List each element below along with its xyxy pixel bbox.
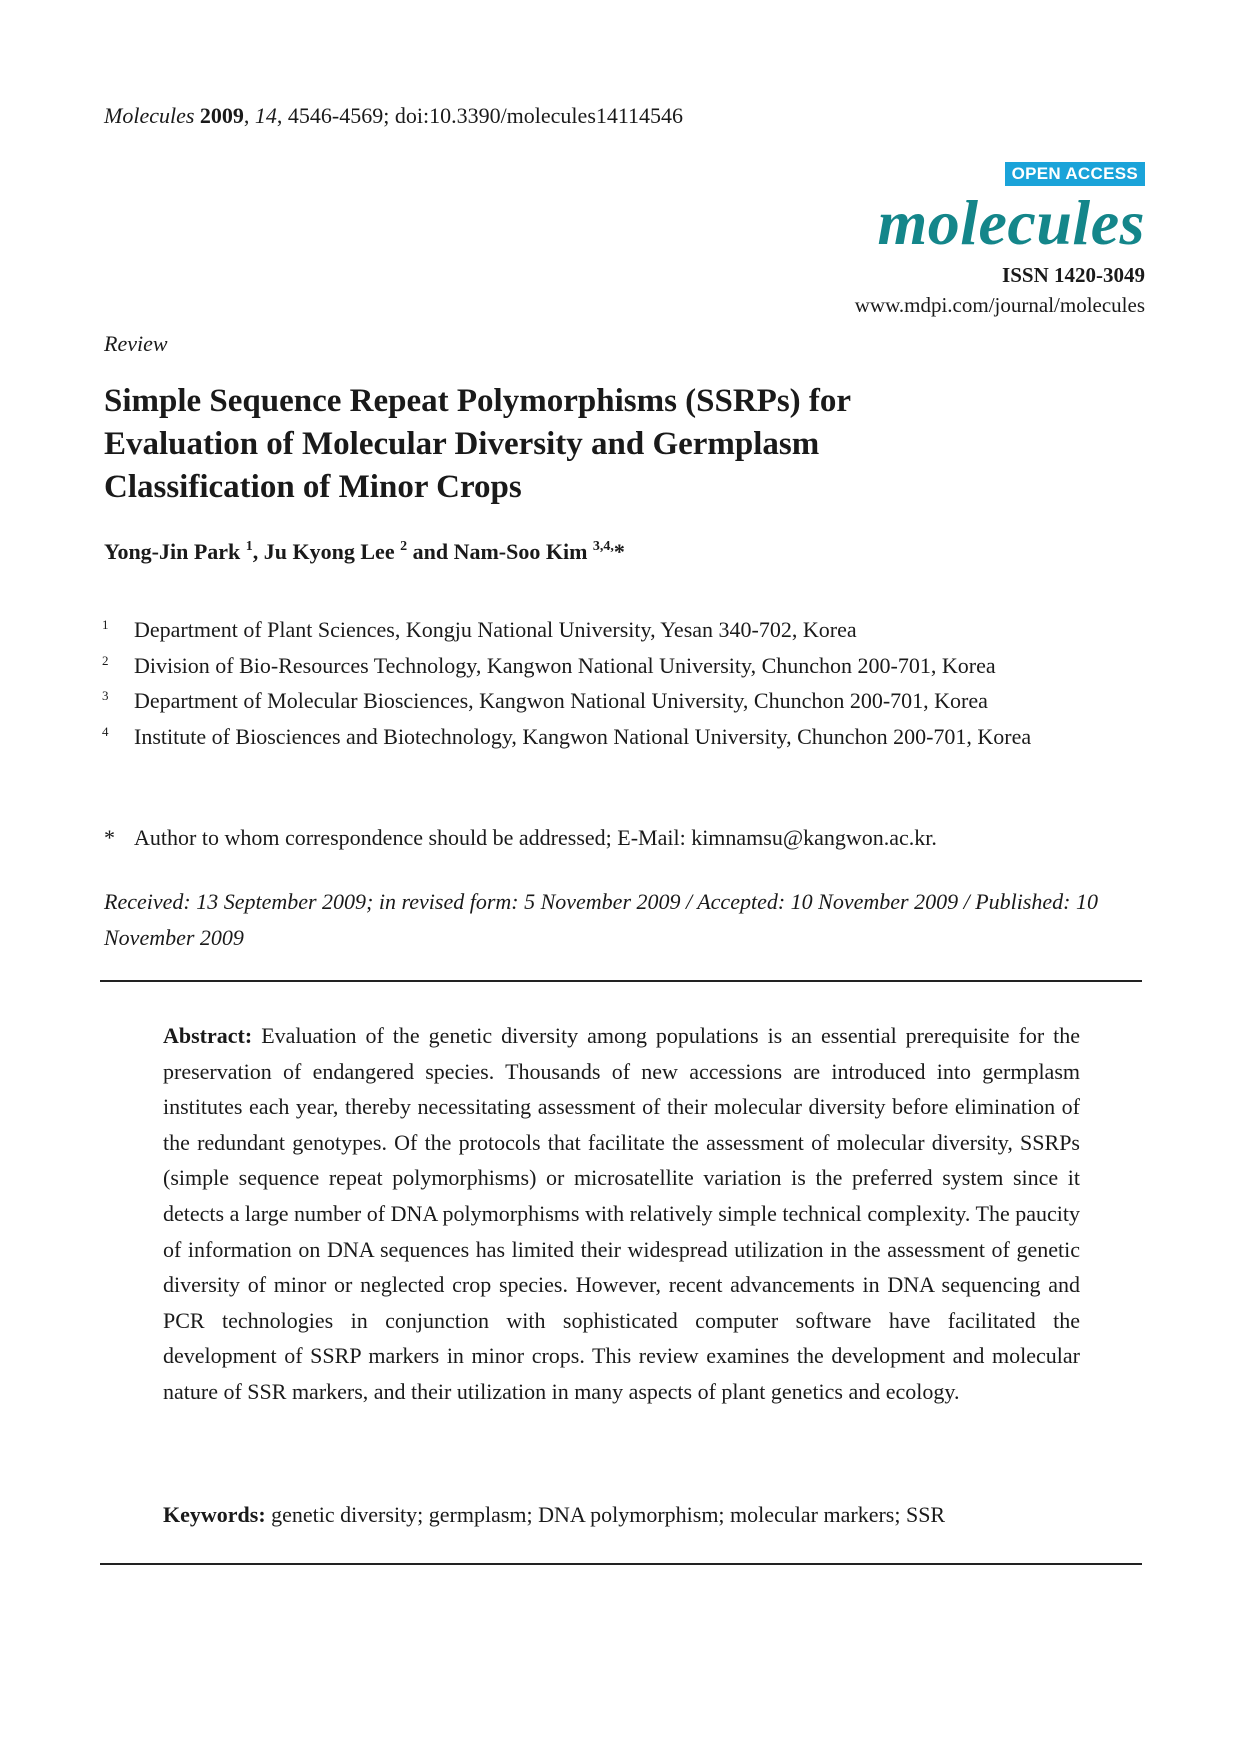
keywords-label: Keywords: xyxy=(163,1502,266,1527)
affiliation-number: 2 xyxy=(102,652,109,668)
keywords-text: genetic diversity; germplasm; DNA polymorphism; molecular markers; SSR xyxy=(271,1502,946,1527)
abstract-label: Abstract: xyxy=(163,1023,253,1048)
citation-pages-doi: 4546-4569; doi:10.3390/molecules14114546 xyxy=(287,103,684,128)
author-list xyxy=(104,539,625,565)
affiliation-item xyxy=(102,612,1152,648)
affiliation-text: Institute of Biosciences and Biotechnology, Kangwon National University, Chunchon 200-701, Korea xyxy=(134,723,1032,749)
author-name: Ju Kyong Lee xyxy=(263,539,395,564)
top-divider xyxy=(100,980,1142,982)
affiliation-item xyxy=(102,648,1152,684)
open-access-badge: OPEN ACCESS xyxy=(1005,162,1145,186)
affiliation-item xyxy=(102,683,1152,719)
article-type: Review xyxy=(104,331,168,356)
article-title: Simple Sequence Repeat Polymorphisms (SSRPs) for Evaluation of Molecular Diversity and Germplasm Classification of Minor Crops xyxy=(104,383,851,505)
author-separator: , xyxy=(252,539,259,564)
citation-volume: 14 xyxy=(254,103,277,128)
author-name: Nam-Soo Kim xyxy=(453,539,588,564)
affiliation-number: 1 xyxy=(102,617,109,632)
abstract-text: Evaluation of the genetic diversity among populations is an essential prerequisite for the preservation of endangered species. Thousands of new accessions are introduced into germplasm institutes each year, thereby necessitating assessment of their molecular diversity before elimination of the redundant genotypes. Of the protocols that facilitate the assessment of molecular diversity, SSRPs (simple sequence repeat polymorphisms) or microsatellite variation is the preferred system since it detects a large number of DNA polymorphisms with relatively simple technical complexity. The paucity of information on DNA sequences has limited their widespread utilization in the assessment of genetic diversity of minor or neglected crop species. However, recent advancements in DNA sequencing and PCR technologies in conjunction with sophisticated computer software have facilitated the development of SSRP markers in minor crops. This review examines the development and molecular nature of SSR markers, and their utilization in many aspects of plant genetics and ecology. xyxy=(163,1023,1081,1404)
author-separator: and xyxy=(412,539,449,564)
journal-name: Molecules xyxy=(104,103,195,128)
author-affiliation-ref: 3,4, xyxy=(592,539,614,554)
abstract xyxy=(163,1018,1080,1410)
issn: ISSN 1420-3049 xyxy=(1002,263,1145,287)
affiliation-list xyxy=(102,612,1152,754)
affiliation-number: 4 xyxy=(102,723,109,739)
affiliation-text: Department of Molecular Biosciences, Kangwon National University, Chunchon 200-701, Korea xyxy=(134,688,988,713)
affiliation-number: 3 xyxy=(102,688,109,703)
correspondence-note xyxy=(104,825,937,851)
citation-line: Molecules 2009, 14, 4546-4569; doi:10.3390/molecules14114546 xyxy=(104,103,684,128)
correspondence-text[interactable]: Author to whom correspondence should be addressed; E-Mail: kimnamsu@kangwon.ac.kr. xyxy=(134,825,937,850)
citation-year: 2009 xyxy=(199,103,244,128)
affiliation-item xyxy=(102,719,1152,755)
corresponding-mark: * xyxy=(613,539,625,564)
author-affiliation-ref: 2 xyxy=(400,539,408,554)
affiliation-text: Department of Plant Sciences, Kongju National University, Yesan 340-702, Korea xyxy=(134,617,857,642)
bottom-divider xyxy=(100,1563,1142,1565)
journal-url[interactable]: www.mdpi.com/journal/molecules xyxy=(854,293,1145,317)
author-affiliation-ref: 1 xyxy=(245,539,253,554)
keywords xyxy=(163,1502,1080,1528)
author-name: Yong-Jin Park xyxy=(104,539,241,564)
correspondence-mark: * xyxy=(104,825,115,850)
affiliation-text: Division of Bio-Resources Technology, Kangwon National University, Chunchon 200-701, Korea xyxy=(134,652,996,678)
journal-logo: molecules xyxy=(877,187,1145,258)
publication-dates: Received: 13 September 2009; in revised form: 5 November 2009 / Accepted: 10 November 2009 / Published: 10 November 2009 xyxy=(104,889,1099,950)
